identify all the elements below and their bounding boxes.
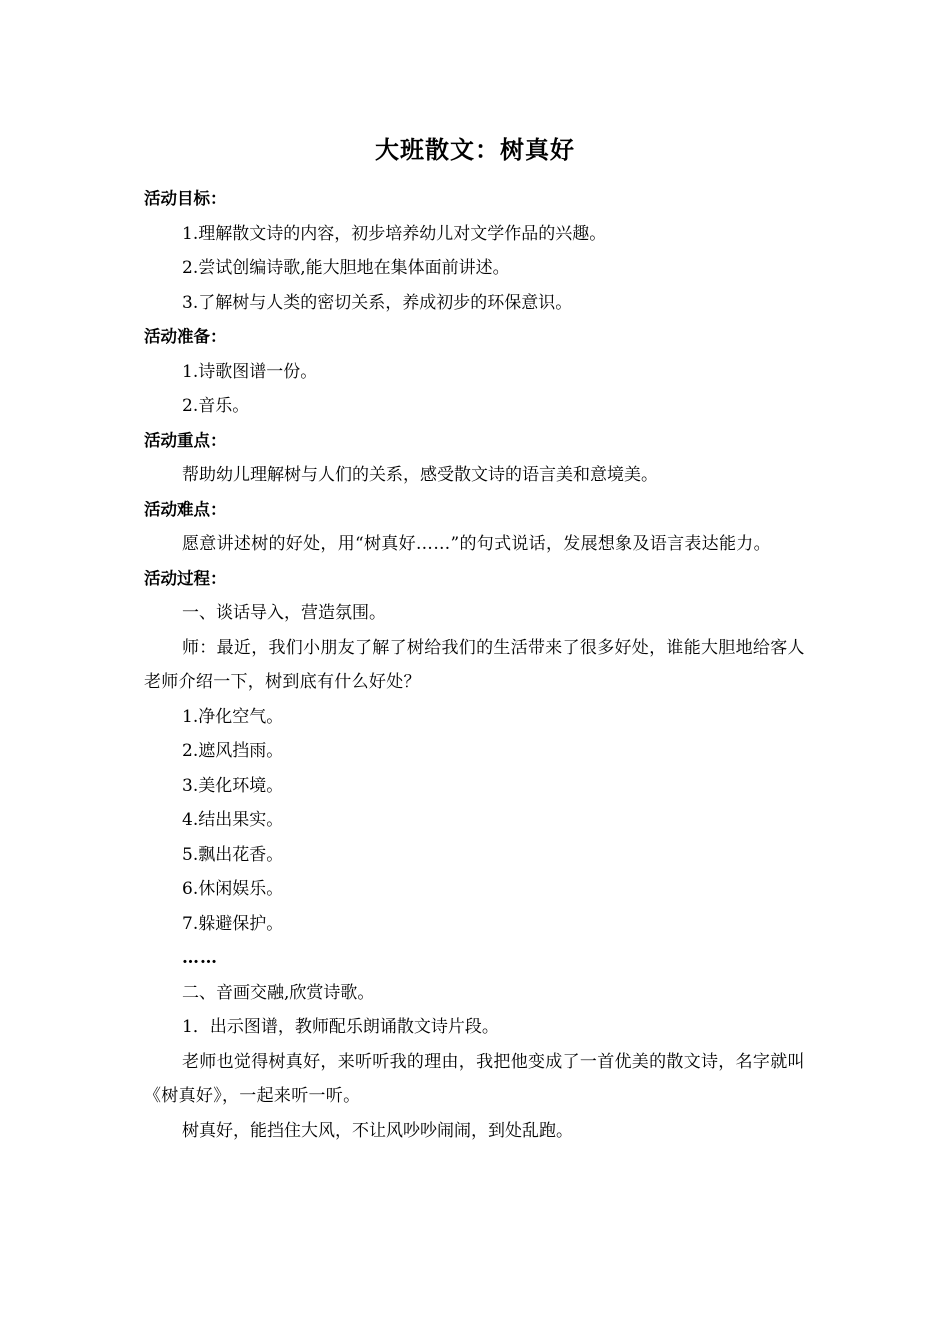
benefit-item: 1.净化空气。	[182, 706, 284, 727]
goal-item: 3.了解树与人类的密切关系，养成初步的环保意识。	[182, 292, 573, 313]
step2-item: 1．出示图谱，教师配乐朗诵散文诗片段。	[182, 1017, 499, 1037]
benefit-item: 7.躲避保护。	[182, 913, 284, 934]
benefit-item: 4.结出果实。	[182, 810, 284, 830]
difficulty-heading: 活动难点：	[144, 499, 227, 519]
difficulty-text: 愿意讲述树的好处，用“树真好……”的句式说话，发展想象及语言表达能力。	[182, 534, 771, 554]
process-heading: 活动过程：	[144, 568, 227, 588]
document-title: 大班散文：树真好	[375, 136, 575, 164]
benefit-item: 2.遮风挡雨。	[182, 741, 284, 761]
step2-title: 二、音画交融,欣赏诗歌。	[182, 982, 375, 1003]
goals-heading: 活动目标：	[144, 189, 227, 208]
goal-item: 2.尝试创编诗歌,能大胆地在集体面前讲述。	[182, 258, 510, 278]
document-body	[144, 182, 810, 1148]
step1-title: 一、谈话导入，营造氛围。	[182, 603, 386, 623]
preparation-item: 2.音乐。	[182, 396, 250, 416]
poem-line: 树真好，能挡住大风，不让风吵吵闹闹，到处乱跑。	[182, 1120, 573, 1141]
benefit-item: 6.休闲娱乐。	[182, 879, 284, 899]
preparation-item: 1.诗歌图谱一份。	[182, 361, 318, 382]
goal-item: 1.理解散文诗的内容，初步培养幼儿对文学作品的兴趣。	[182, 223, 607, 244]
teacher-intro: 老师也觉得树真好，来听听我的理由，我把他变成了一首优美的散文诗，名字就叫《树真好》，一起来听一听。	[144, 1051, 805, 1106]
benefit-item: 3.美化环境。	[182, 775, 284, 796]
teacher-question: 师：最近，我们小朋友了解了树给我们的生活带来了很多好处，谁能大胆地给客人老师介绍一下，树到底有什么好处？	[144, 637, 805, 692]
preparation-heading: 活动准备：	[144, 327, 227, 346]
key-point-text: 帮助幼儿理解树与人们的关系，感受散文诗的语言美和意境美。	[182, 465, 658, 485]
ellipsis: ……	[182, 948, 218, 968]
benefit-item: 5.飘出花香。	[182, 844, 284, 865]
key-point-heading: 活动重点：	[144, 430, 227, 450]
